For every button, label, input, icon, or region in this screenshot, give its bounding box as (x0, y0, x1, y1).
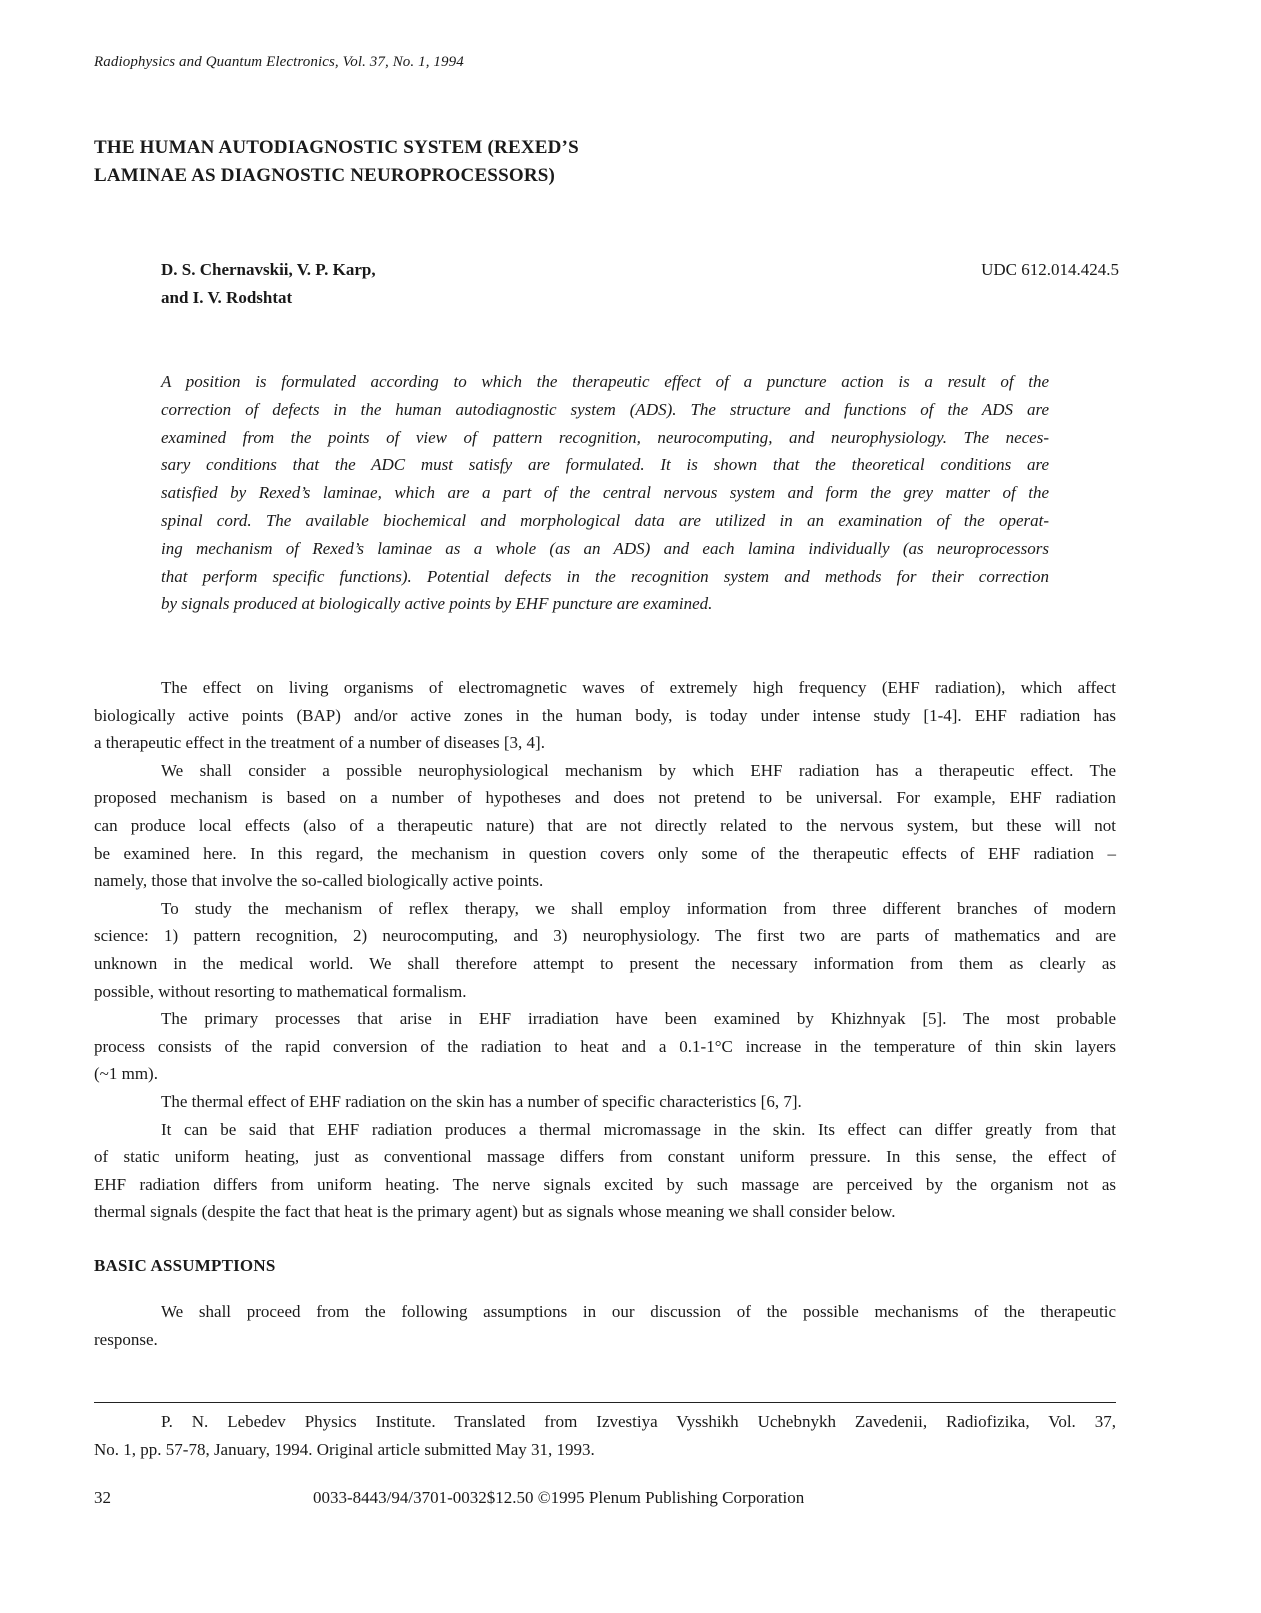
abstract-line: sary conditions that the ADC must satisfy are formulated. It is shown that the theoretical conditions are (161, 455, 1049, 475)
section-body (94, 1298, 1116, 1353)
udc-code: UDC 612.014.424.5 (981, 260, 1119, 279)
paragraph (94, 674, 1116, 757)
text-line: We shall consider a possible neurophysiological mechanism by which EHF radiation has a therapeutic effect. The (161, 760, 1116, 780)
text-line: unknown in the medical world. We shall therefore attempt to present the necessary information from them as clearly as (94, 953, 1116, 973)
abstract-line: examined from the points of view of pattern recognition, neurocomputing, and neurophysiology. The neces- (161, 427, 1049, 447)
text-line: be examined here. In this regard, the mechanism in question covers only some of the therapeutic effects of EHF radiation – (94, 843, 1116, 863)
abstract-line: ing mechanism of Rexed’s laminae as a whole (as an ADS) and each lamina individually (as neuroprocessors (161, 538, 1049, 558)
article-title-line: LAMINAE AS DIAGNOSTIC NEUROPROCESSORS) (94, 165, 556, 186)
abstract-line: by signals produced at biologically active points by EHF puncture are examined. (161, 594, 713, 614)
paragraph (94, 1088, 1116, 1116)
text-line: biologically active points (BAP) and/or active zones in the human body, is today under intense study [1-4]. EHF radiation has (94, 705, 1116, 725)
text-line: proposed mechanism is based on a number of hypotheses and does not pretend to be universal. For example, EHF radiation (94, 788, 1116, 808)
footnote (94, 1408, 1116, 1463)
footnote-divider (94, 1402, 1116, 1403)
text-line: EHF radiation differs from uniform heating. The nerve signals excited by such massage are perceived by the organism not as (94, 1174, 1116, 1194)
authors-line: D. S. Chernavskii, V. P. Karp, (161, 260, 376, 279)
copyright-line: 0033-8443/94/3701-0032$12.50 ©1995 Plenum Publishing Corporation (313, 1488, 805, 1507)
text-line: science: 1) pattern recognition, 2) neurocomputing, and 3) neurophysiology. The first two are parts of mathematics and are (94, 926, 1116, 946)
text-line: of static uniform heating, just as conventional massage differs from constant uniform pressure. In this sense, the effect of (94, 1147, 1116, 1167)
text-line: The thermal effect of EHF radiation on the skin has a number of specific characteristics [6, 7]. (161, 1091, 802, 1111)
article-title (94, 134, 854, 190)
paragraph (94, 1298, 1116, 1353)
article-title-line: THE HUMAN AUTODIAGNOSTIC SYSTEM (REXED’S (94, 137, 579, 158)
authors-line: and I. V. Rodshtat (161, 288, 293, 307)
text-line: response. (94, 1329, 158, 1349)
abstract (161, 368, 1049, 618)
text-line: namely, those that involve the so-called biologically active points. (94, 871, 544, 891)
text-line: process consists of the rapid conversion of the radiation to heat and a 0.1-1°C increase in the temperature of thin skin layers (94, 1036, 1116, 1056)
abstract-line: that perform specific functions). Potential defects in the recognition system and methods for their correction (161, 566, 1049, 586)
text-line: possible, without resorting to mathematical formalism. (94, 981, 467, 1001)
abstract-line: satisfied by Rexed’s laminae, which are a part of the central nervous system and form the grey matter of the (161, 483, 1049, 503)
section-heading: BASIC ASSUMPTIONS (94, 1256, 276, 1275)
text-line: The primary processes that arise in EHF irradiation have been examined by Khizhnyak [5]. The most probable (161, 1009, 1116, 1029)
abstract-line: A position is formulated according to which the therapeutic effect of a puncture action is a result of the (161, 372, 1049, 391)
footnote-line: P. N. Lebedev Physics Institute. Translated from Izvestiya Vysshikh Uchebnykh Zavedenii, Radiofizika, Vol. 37, (161, 1412, 1116, 1431)
text-line: It can be said that EHF radiation produces a thermal micromassage in the skin. Its effect can differ greatly from that (161, 1119, 1116, 1139)
abstract-line: correction of defects in the human autodiagnostic system (ADS). The structure and functions of the ADS are (161, 399, 1049, 419)
text-line: To study the mechanism of reflex therapy, we shall employ information from three different branches of modern (161, 898, 1116, 918)
text-line: The effect on living organisms of electromagnetic waves of extremely high frequency (EHF radiation), which affect (161, 678, 1116, 697)
text-line: thermal signals (despite the fact that heat is the primary agent) but as signals whose meaning we shall consider below. (94, 1202, 896, 1222)
authors (161, 256, 376, 312)
paragraph (94, 1005, 1116, 1088)
paragraph (94, 895, 1116, 1005)
text-line: We shall proceed from the following assumptions in our discussion of the possible mechanisms of the therapeutic (161, 1302, 1116, 1321)
page-number: 32 (94, 1488, 111, 1507)
text-line: (~1 mm). (94, 1064, 158, 1084)
paragraph (94, 1116, 1116, 1226)
text-line: can produce local effects (also of a therapeutic nature) that are not directly related to the nervous system, but these will not (94, 815, 1116, 835)
paragraph (94, 757, 1116, 895)
text-line: a therapeutic effect in the treatment of a number of diseases [3, 4]. (94, 733, 545, 753)
abstract-line: spinal cord. The available biochemical and morphological data are utilized in an examination of the operat- (161, 510, 1049, 530)
footnote-line: No. 1, pp. 57-78, January, 1994. Original article submitted May 31, 1993. (94, 1439, 595, 1459)
running-head: Radiophysics and Quantum Electronics, Vol. 37, No. 1, 1994 (94, 54, 464, 70)
body-text (94, 674, 1116, 1226)
